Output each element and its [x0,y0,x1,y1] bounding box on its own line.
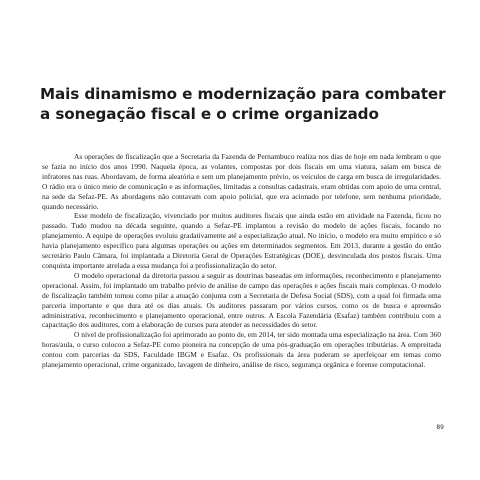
paragraph-3: O modelo operacional da diretoria passou a seguir as doutrinas baseadas em informações, reconhecimento e planejamento operacional. Assim, foi implantado um trabalho prévio de análise de campo das operações e ações fiscais mais complexas. O modelo de fiscalização também tomou como pilar a atuação conjunta com a Secretaria de Defesa Social (SDS), com a qual foi firmada uma parceria importante e que dura até os dias atuais. Os auditores passaram por vários cursos, como os de busca e apreensão administrativa, reconhecimento e planejamento operacional, entre outros. A Escola Fazendária (Esafaz) também contribuiu com a capacitação dos auditores, com a elaboração de cursos para atender as necessidades do setor. [42,270,441,330]
heading-line-2: a sonegação fiscal e o crime organizado [40,105,379,123]
paragraph-4: O nível de profissionalização foi aprimorado ao ponto de, em 2014, ter sido montada uma especialização na área. Com 360 horas/aula, o curso colocou a Sefaz-PE como pioneira na concepção de uma pós-graduação em operações tributárias. A empreitada contou com parcerias da SDS, Faculdade IBGM e Esafaz. Os profissionais da área puderam se aperfeiçoar em temas como planejamento operacional, crime organizado, lavagem de dinheiro, análise de risco, segurança orgânica e forense computacional. [42,330,441,370]
page-number: 89 [436,424,444,431]
paragraph-1: As operações de fiscalização que a Secretaria da Fazenda de Pernambuco realiza nos dias de hoje em nada lembram o que se fazia no início dos anos 1990. Naquela época, as volantes, compostas por dois fiscais em uma viatura, saíam em busca de infratores nas ruas. Abordavam, de forma aleatória e sem um planejamento prévio, os veículos de carga em busca de irregularidades. O rádio era o único meio de comunicação e as informações, limitadas a consultas cadastrais, eram obtidas com apoio de uma central, na sede da Sefaz-PE. As abordagens não contavam com apoio policial, que era acionado por telefone, sem nenhuma prioridade, quando necessário. [42,152,441,211]
paragraph-2: Esse modelo de fiscalização, vivenciado por muitos auditores fiscais que ainda estão em atividade na Fazenda, ficou no passado. Tudo mudou na década seguinte, quando a Sefaz-PE implantou a revisão do modelo de ações fiscais, focando no planejamento. A equipe de operações evoluiu gradativamente até a especialização atual. No início, o modelo era muito empírico e só havia planejamento específico para algumas operações ou ações em determinados segmentos. Em 2013, durante a gestão do então secretário Paulo Câmara, foi implantada a Diretoria Geral de Operações Estratégicas (DOE), desvinculada dos postos fiscais. Uma conquista importante atrelada a essa mudança foi a profissionalização do setor. [42,211,441,270]
page-heading [40,84,446,124]
heading-line-1: Mais dinamismo e modernização para combater [40,85,446,103]
article-body [42,152,441,370]
